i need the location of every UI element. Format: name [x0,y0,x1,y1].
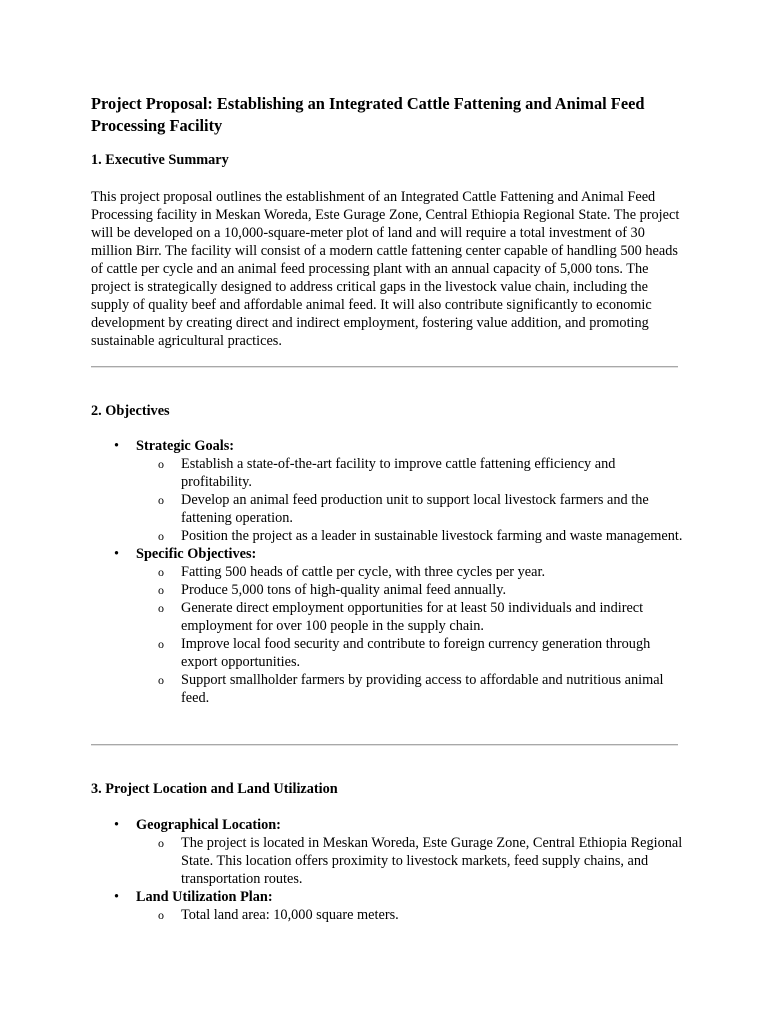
sub-bullet-marker: o [158,637,164,651]
list-item [91,491,683,527]
sub-bullet-marker: o [158,493,164,507]
sub-item-text: Position the project as a leader in sustainable livestock farming and waste management. [181,528,683,544]
list-item [91,437,683,455]
sub-bullet-marker: o [158,836,164,850]
sub-item-text: Establish a state-of-the-art facility to improve cattle fattening efficiency and profitability. [181,456,616,490]
section-heading-objectives: 2. Objectives [91,403,170,419]
sub-item-text: The project is located in Meskan Woreda, Este Gurage Zone, Central Ethiopia Regional State. This location offers proximity to livestock markets, feed supply chains, and transportation routes. [181,835,683,887]
bullet-marker: • [114,546,120,562]
sub-item-text: Support smallholder farmers by providing access to affordable and nutritious animal feed. [181,672,664,706]
list-item [91,671,683,707]
list-item [91,527,683,545]
list-item [91,816,683,834]
location-list [91,816,683,924]
executive-summary-paragraph: This project proposal outlines the establishment of an Integrated Cattle Fattening and Animal Feed Processing facility in Meskan Woreda, Este Gurage Zone, Central Ethiopia Regional State. The project will be developed on a 10,000-square-meter plot of land and will require a total investment of 30 million Birr. The facility will consist of a modern cattle fattening center capable of handling 500 heads of cattle per cycle and an animal feed processing plant with an annual capacity of 5,000 tons. The project is strategically designed to address critical gaps in the livestock value chain, including the supply of quality beef and affordable animal feed. It will also contribute significantly to economic development by creating direct and indirect employment, fostering value addition, and promoting sustainable agricultural practices. [91,189,680,349]
list-item [91,581,683,599]
objectives-list [91,437,683,707]
list-item [91,906,683,924]
sub-item-text: Generate direct employment opportunities for at least 50 individuals and indirect employment for over 100 people in the supply chain. [181,600,644,634]
horizontal-divider [91,744,678,746]
sub-bullet-marker: o [158,601,164,615]
bullet-label: Land Utilization Plan: [136,889,273,905]
sub-bullet-marker: o [158,908,164,922]
bullet-label: Specific Objectives: [136,546,257,562]
bullet-marker: • [114,438,120,454]
horizontal-divider [91,366,678,368]
list-item [91,888,683,906]
list-item [91,834,683,888]
sub-bullet-marker: o [158,457,164,471]
sub-item-text: Improve local food security and contribute to foreign currency generation through export opportunities. [181,636,651,670]
list-item [91,545,683,563]
sub-item-text: Fatting 500 heads of cattle per cycle, with three cycles per year. [181,564,546,580]
sub-item-text: Produce 5,000 tons of high-quality animal feed annually. [181,582,507,598]
sub-bullet-marker: o [158,583,164,597]
list-item [91,455,683,491]
sub-bullet-marker: o [158,529,164,543]
document-title: Project Proposal: Establishing an Integrated Cattle Fattening and Animal Feed Processing Facility [91,94,645,135]
sub-item-text: Total land area: 10,000 square meters. [181,907,399,923]
sub-item-text: Develop an animal feed production unit to support local livestock farmers and the fattening operation. [181,492,649,526]
bullet-marker: • [114,889,120,905]
list-item [91,635,683,671]
list-item [91,599,683,635]
bullet-marker: • [114,817,120,833]
list-item [91,563,683,581]
section-heading-executive-summary: 1. Executive Summary [91,152,229,168]
bullet-label: Geographical Location: [136,817,281,833]
section-heading-location: 3. Project Location and Land Utilization [91,781,338,797]
sub-bullet-marker: o [158,565,164,579]
sub-bullet-marker: o [158,673,164,687]
bullet-label: Strategic Goals: [136,438,235,454]
